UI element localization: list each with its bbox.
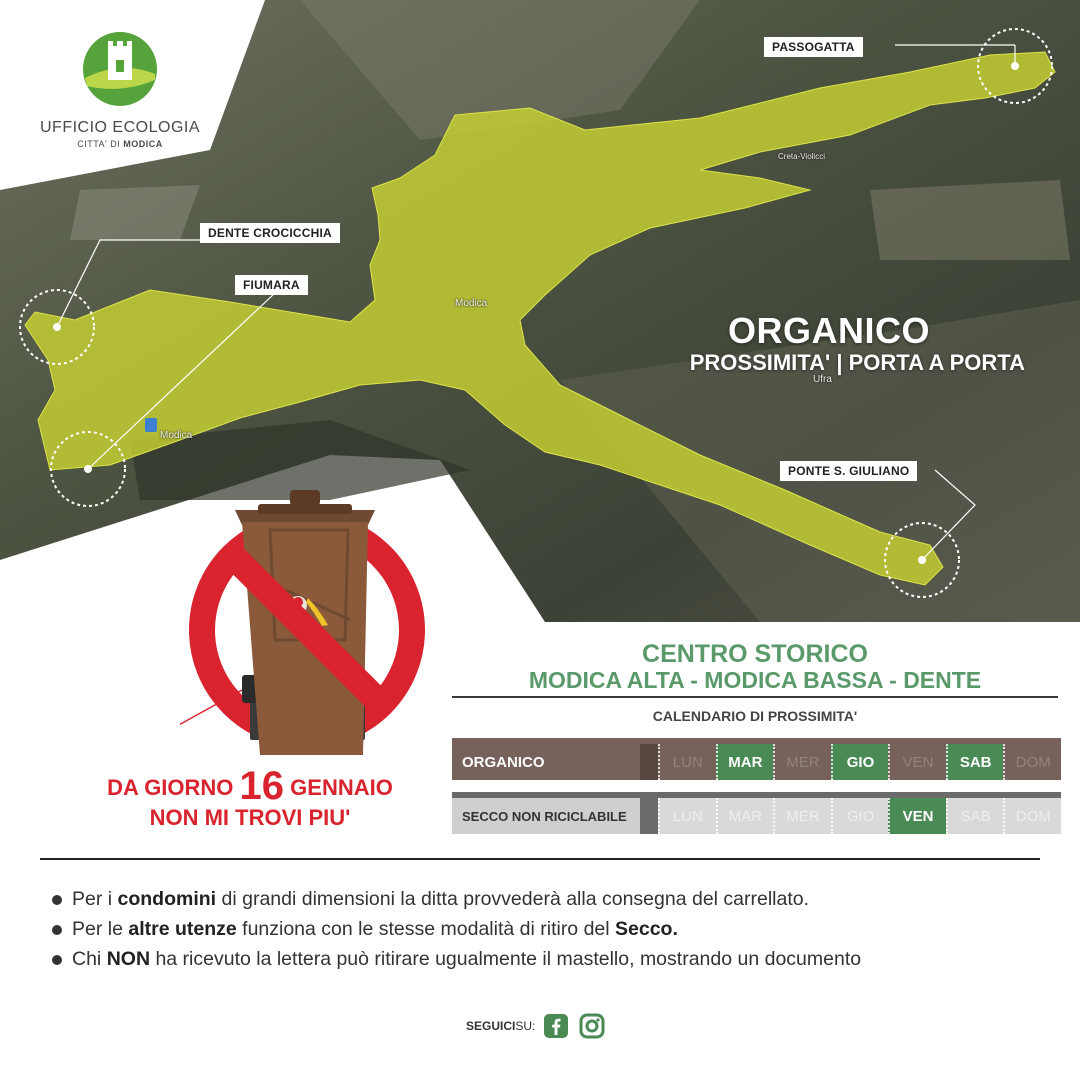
terrain-patch [870, 180, 1070, 260]
logo [20, 30, 220, 149]
label-passogatta: PASSOGATTA [764, 37, 863, 57]
logo-subtitle [20, 139, 220, 149]
no-waste-bin-graphic [180, 480, 450, 770]
calendar-day: VEN [888, 798, 946, 834]
label-fiumara: FIUMARA [235, 275, 308, 295]
calendar-title: CALENDARIO DI PROSSIMITA' [652, 708, 858, 724]
pointer-dot [918, 556, 926, 564]
calendar-days [658, 744, 1061, 780]
calendar-day: MER [773, 744, 831, 780]
list-item-text [72, 948, 861, 971]
text-part: Chi [72, 948, 107, 970]
notice-line-2: NON MI TROVI PIU' [149, 805, 351, 830]
list-item-text [72, 888, 809, 911]
calendar-row-separator [640, 744, 658, 780]
calendar-row-secco [452, 792, 1061, 834]
calendar-row-label: SECCO NON RICICLABILE [452, 798, 640, 834]
notice [60, 764, 440, 830]
text-bold: NON [106, 948, 151, 970]
divider [452, 696, 1058, 698]
logo-title: UFFICIO ECOLOGIA [39, 119, 200, 136]
logo-subtitle-prefix: CITTA' DI [77, 139, 124, 149]
notice-line-1 [60, 764, 440, 808]
text-part: funziona con le stesse modalità di ritiro del [236, 918, 616, 940]
notice-month: GENNAIO [290, 775, 393, 800]
notice-day: 16 [239, 764, 285, 808]
label-dente-crocicchia: DENTE CROCICCHIA [200, 223, 340, 243]
map-placename: Modica [160, 430, 193, 441]
map-title: ORGANICO [728, 310, 930, 351]
calendar-days [658, 798, 1061, 834]
map-placename: Modica [455, 298, 488, 309]
text-part: Per i [72, 888, 118, 910]
facebook-icon[interactable] [543, 1013, 569, 1039]
pointer-dot [1011, 62, 1019, 70]
bullet-icon [52, 955, 62, 965]
text-bold: condomini [117, 888, 217, 910]
calendar-day: SAB [946, 798, 1004, 834]
follow-label-bold: SEGUICI [466, 1019, 516, 1033]
label-ponte-s-giuliano: PONTE S. GIULIANO [780, 461, 917, 481]
terrain-patch [70, 185, 200, 240]
calendar-row-label: ORGANICO [452, 744, 640, 780]
tower-icon [81, 30, 159, 108]
list-item [52, 918, 1062, 941]
pointer-dot [84, 465, 92, 473]
map-placename: Creta-Violicci [778, 152, 825, 161]
list-item [52, 948, 1062, 971]
list-item-text [72, 918, 678, 941]
info-list [52, 888, 1062, 978]
calendar-day: VEN [888, 744, 946, 780]
text-part: ha ricevuto la lettera può ritirare ugualmente il mastello, mostrando un documento [150, 948, 862, 970]
calendar-day: MAR [716, 744, 774, 780]
calendar-day: MAR [716, 798, 774, 834]
text-bold: altre utenze [128, 918, 237, 940]
calendar-day: SAB [946, 744, 1004, 780]
train-station-icon [145, 418, 157, 432]
calendar-day: MER [773, 798, 831, 834]
area-heading [450, 640, 1060, 694]
list-item [52, 888, 1062, 911]
bullet-icon [52, 895, 62, 905]
calendar-day: LUN [658, 744, 716, 780]
pointer-dot [53, 323, 61, 331]
calendar-day: DOM [1003, 798, 1061, 834]
text-bold: Secco. [615, 918, 678, 940]
instagram-icon[interactable] [579, 1013, 605, 1039]
map-subtitle: PROSSIMITA' | PORTA A PORTA [689, 350, 1025, 375]
area-title: CENTRO STORICO [642, 640, 868, 668]
bullet-icon [52, 925, 62, 935]
follow-label: SU: [515, 1019, 536, 1033]
calendar-day: GIO [831, 744, 889, 780]
calendar-day: LUN [658, 798, 716, 834]
calendar-row-organico [452, 738, 1061, 780]
calendar-day: DOM [1003, 744, 1061, 780]
map-placename: Ufra [813, 374, 832, 385]
text-part: Per le [72, 918, 129, 940]
logo-subtitle-city: MODICA [123, 139, 163, 149]
divider [40, 858, 1040, 860]
area-subtitle: MODICA ALTA - MODICA BASSA - DENTE [528, 667, 982, 693]
notice-prefix: DA GIORNO [107, 775, 234, 800]
calendar-day: GIO [831, 798, 889, 834]
social-follow [466, 1013, 605, 1039]
calendar-row-separator [640, 798, 658, 834]
text-part: di grandi dimensioni la ditta provvederà alla consegna del carrellato. [216, 888, 810, 910]
